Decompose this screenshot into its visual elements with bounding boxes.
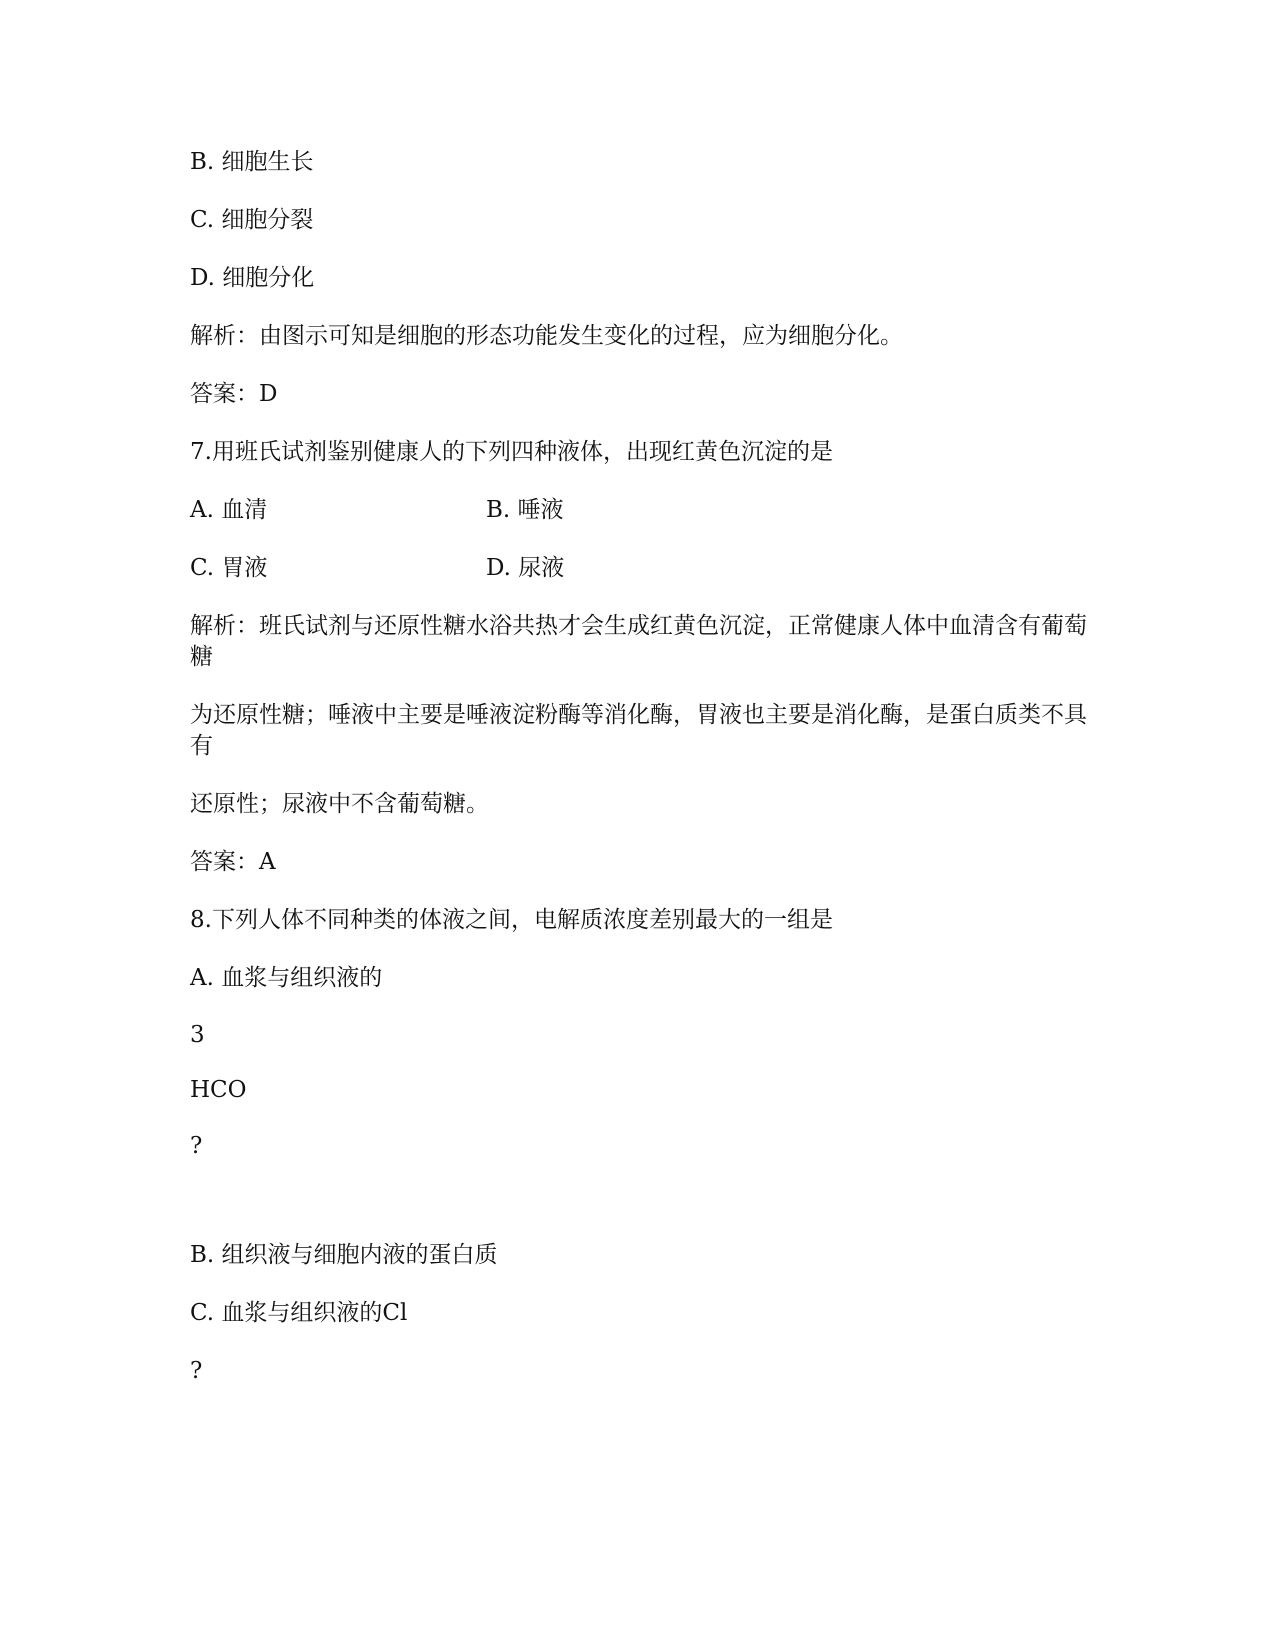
q7-analysis-line-1: 解析：班氏试剂与还原性糖水浴共热才会生成红黄色沉淀，正常健康人体中血清含有葡萄糖 (190, 613, 1087, 670)
q8-option-a: A. 血浆与组织液的 (190, 965, 383, 991)
q8-fragment-subscript-3: 3 (190, 1022, 205, 1048)
q6-answer: 答案：D (190, 381, 278, 407)
q7-stem: 7.用班氏试剂鉴别健康人的下列四种液体，出现红黄色沉淀的是 (190, 439, 833, 465)
q8-fragment-hco: HCO (190, 1077, 247, 1103)
q7-answer: 答案：A (190, 849, 276, 875)
q7-analysis-line-3: 还原性；尿液中不含葡萄糖。 (190, 791, 489, 817)
q7-analysis-line-2: 为还原性糖；唾液中主要是唾液淀粉酶等消化酶，胃液也主要是消化酶，是蛋白质类不具有 (190, 702, 1087, 759)
q8-fragment-question-mark-2: ? (190, 1358, 203, 1384)
q7-option-b: B. 唾液 (486, 497, 564, 523)
q6-option-c: C. 细胞分裂 (190, 207, 314, 233)
q7-option-c: C. 胃液 (190, 555, 268, 581)
q6-option-d: D. 细胞分化 (190, 265, 315, 291)
q7-option-d: D. 尿液 (486, 555, 565, 581)
q8-option-c: C. 血浆与组织液的Cl (190, 1300, 408, 1326)
q7-option-a: A. 血清 (190, 497, 268, 523)
q8-option-b: B. 组织液与细胞内液的蛋白质 (190, 1242, 498, 1268)
q6-option-b: B. 细胞生长 (190, 149, 314, 175)
q8-stem: 8.下列人体不同种类的体液之间，电解质浓度差别最大的一组是 (190, 907, 833, 933)
q8-fragment-question-mark-1: ? (190, 1133, 203, 1159)
q6-analysis: 解析：由图示可知是细胞的形态功能发生变化的过程，应为细胞分化。 (190, 323, 903, 349)
